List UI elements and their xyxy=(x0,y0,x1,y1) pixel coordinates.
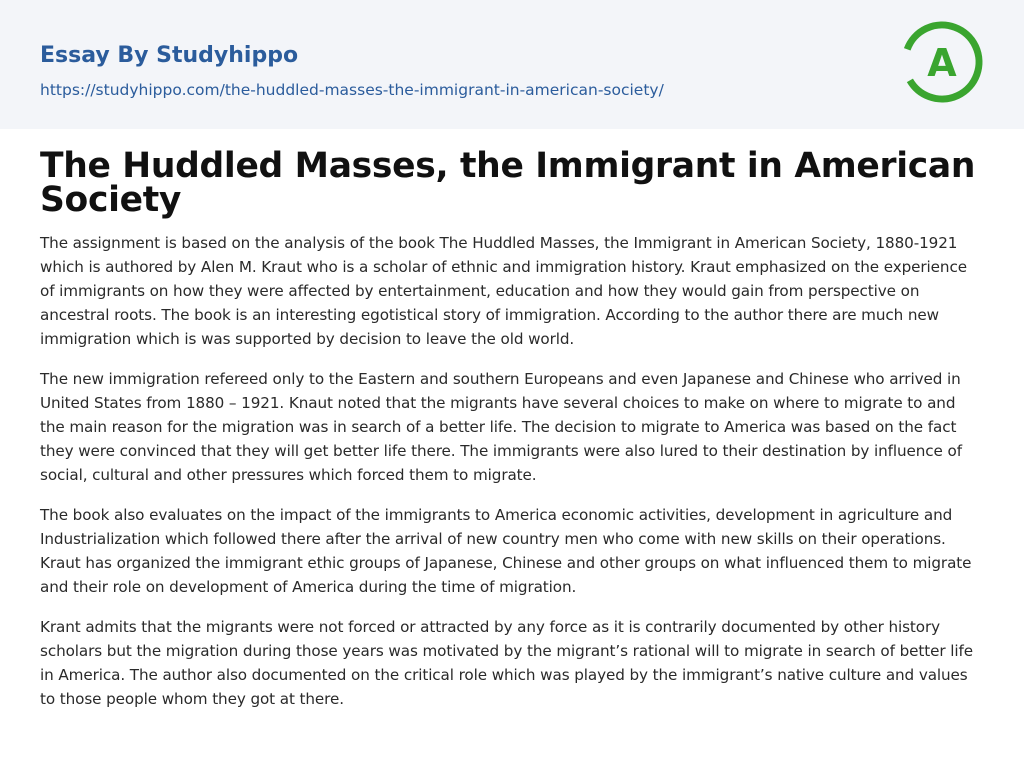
logo-letter: A xyxy=(927,41,957,85)
article-title: The Huddled Masses, the Immigrant in American Society xyxy=(40,146,976,220)
article-paragraph-1: The assignment is based on the analysis of the book The Huddled Masses, the Immigrant in American Society, 1880-1921 which is authored by Alen M. Kraut who is a scholar of ethnic and immigration history. Kraut emphasized on the experience of immigrants on how they were affected by entertainment, education and how they would gain from perspective on ancestral roots. The book is an interesting egotistical story of immigration. According to the author there are much new immigration which is was supported by decision to leave the old world. xyxy=(40,234,967,348)
brand-title[interactable]: Essay By Studyhippo xyxy=(40,43,299,68)
essay-url-link[interactable]: https://studyhippo.com/the-huddled-masses-the-immigrant-in-american-society/ xyxy=(40,81,664,99)
article-paragraph-4: Krant admits that the migrants were not forced or attracted by any force as it is contrarily documented by other history scholars but the migration during those years was motivated by the migrant’s rational will to migrate in search of better life in America. The author also documented on the critical role which was played by the immigrant’s native culture and values to those people whom they got at there. xyxy=(40,618,973,708)
article-paragraph-3: The book also evaluates on the impact of the immigrants to America economic activities, development in agriculture and Industrialization which followed there after the arrival of new country men who come with new skills on their operations. Kraut has organized the immigrant ethic groups of Japanese, Chinese and other groups on what influenced them to migrate and their role on development of America during the time of migration. xyxy=(40,506,972,596)
article-paragraph-2: The new immigration refereed only to the Eastern and southern Europeans and even Japanese and Chinese who arrived in United States from 1880 – 1921. Knaut noted that the migrants have several choices to make on where to migrate to and the main reason for the migration was in search of a better life. The decision to migrate to America was based on the fact they were convinced that they will get better life there. The immigrants were also lured to their destination by influence of social, cultural and other pressures which forced them to migrate. xyxy=(40,370,962,484)
site-header xyxy=(0,0,1024,129)
article xyxy=(0,129,1024,711)
studyhippo-logo-icon[interactable] xyxy=(900,20,984,104)
